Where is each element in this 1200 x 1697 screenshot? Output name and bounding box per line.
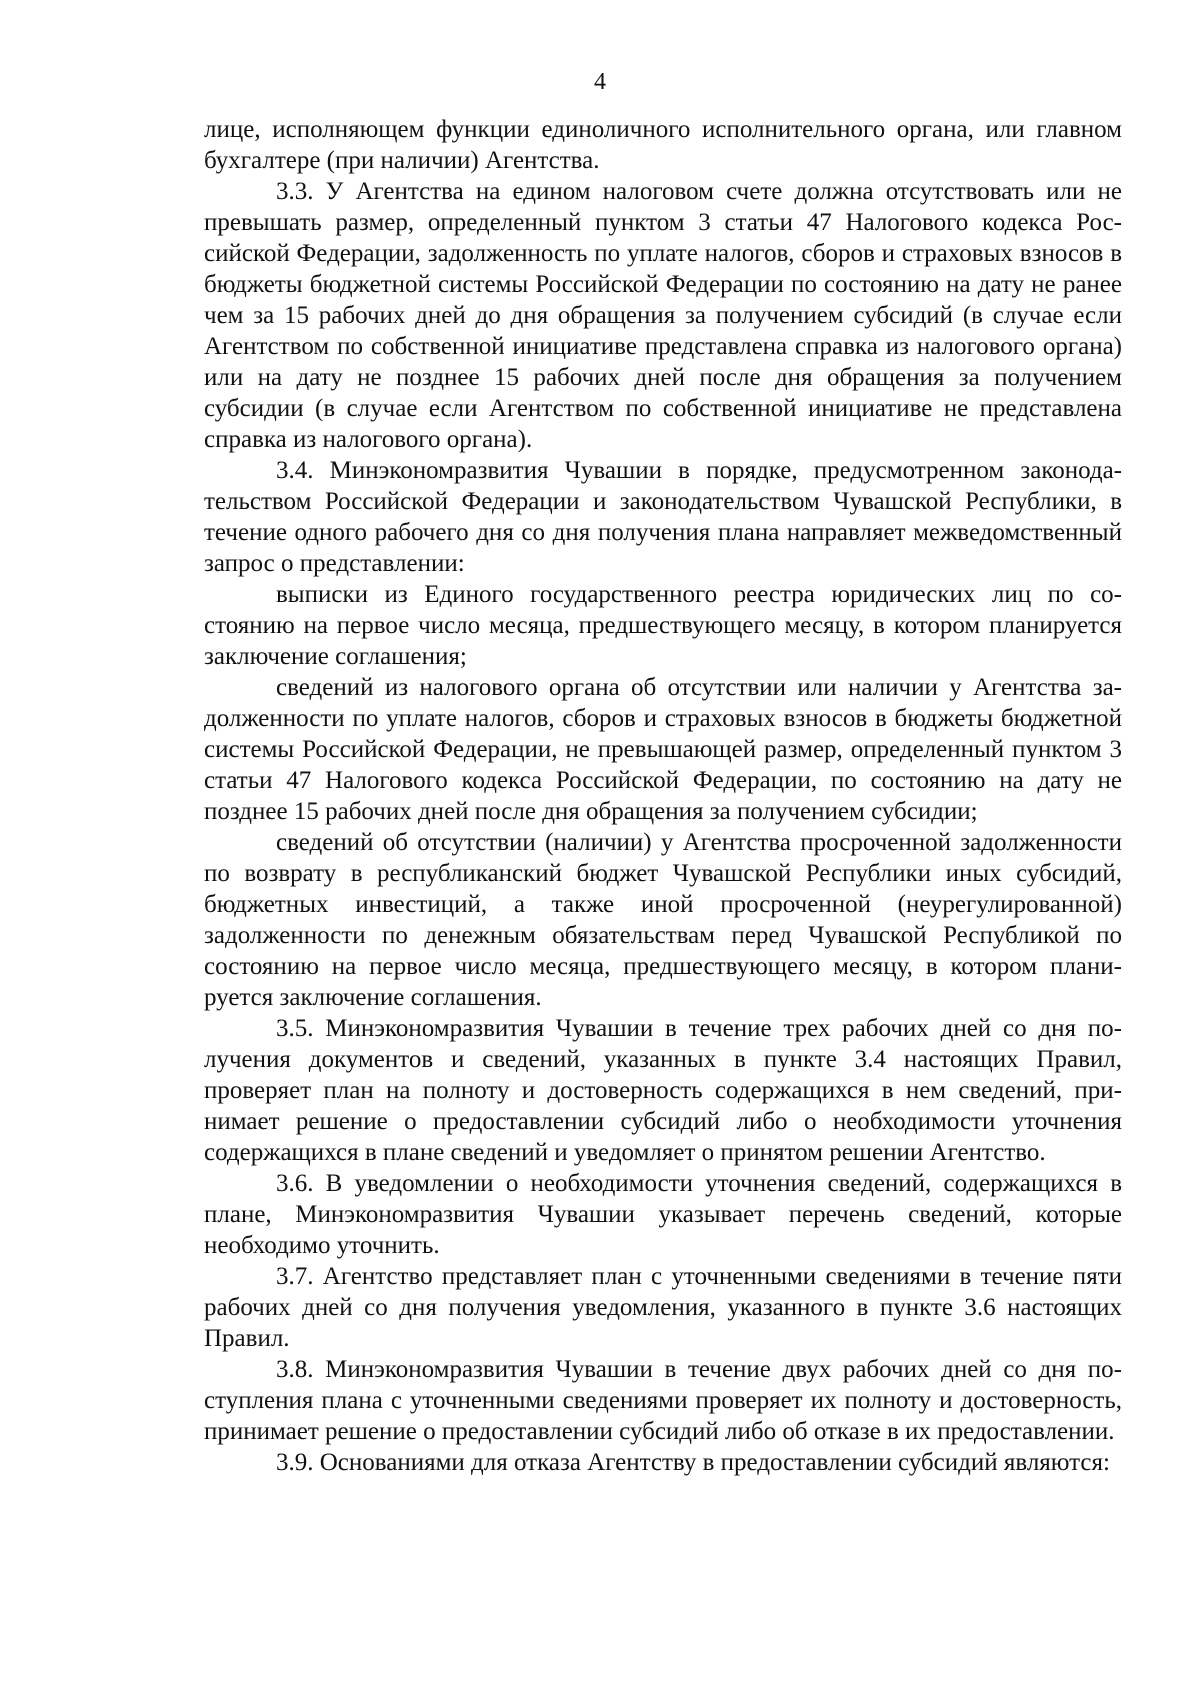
paragraph-3-4-item-tax-debt-info: сведений из налогового органа об отсутствии или наличии у Агентства задолженности по уплате налогов, сборов и страховых взносов в бюджеты бюджетной системы Российской Федерации, не превышающей размер, определенный пунктом 3 статьи 47 Налогового кодекса Российской Федерации, по состоянию на дату не позднее 15 рабочих дней после дня обращения за получением субсидии;	[204, 674, 1122, 825]
paragraph-3-6: 3.6. В уведомлении о необходимости уточнения сведений, содержащихся в плане, Минэкономразвития Чувашии указывает перечень сведений, которые необходимо уточнить.	[204, 1170, 1122, 1259]
paragraph-3-9: 3.9. Основаниями для отказа Агентству в предоставлении субсидий являются:	[276, 1449, 1110, 1476]
paragraph-3-8: 3.8. Минэкономразвития Чувашии в течение двух рабочих дней со дня поступления плана с уточненными сведениями проверяет их полноту и достоверность, принимает решение о предоставлении субсидий либо об отказе в их предоставлении.	[204, 1356, 1122, 1445]
page-number: 4	[594, 69, 606, 95]
document-body	[204, 114, 1122, 1478]
paragraph-3-4-item-overdue-debt-info: сведений об отсутствии (наличии) у Агентства просроченной задолженности по возврату в республиканский бюджет Чувашской Республики иных субсидий, бюджетных инвестиций, а также иной просроченной (неурегулированной) задолженности по денежным обязательствам перед Чувашской Республикой по состоянию на первое число месяца, предшествующего месяцу, в котором планируется заключение соглашения.	[204, 829, 1122, 1011]
paragraph-3-4-item-egrul-extract: выписки из Единого государственного реестра юридических лиц по состоянию на первое число месяца, предшествующего месяцу, в котором планируется заключение соглашения;	[204, 581, 1122, 670]
paragraph-3-3: 3.3. У Агентства на едином налоговом счете должна отсутствовать или не превышать размер, определенный пунктом 3 статьи 47 Налогового кодекса Российской Федерации, задолженность по уплате налогов, сборов и страховых взносов в бюджеты бюджетной системы Российской Федерации по состоянию на дату не ранее чем за 15 рабочих дней до дня обращения за получением субсидий (в случае если Агентством по собственной инициативе представлена справка из налогового органа) или на дату не позднее 15 рабочих дней после дня обращения за получением субсидии (в случае если Агентством по собственной инициативе не представлена справка из налогового органа).	[204, 178, 1122, 453]
paragraph-3-7: 3.7. Агентство представляет план с уточненными сведениями в течение пяти рабочих дней со дня получения уведомления, указанного в пункте 3.6 настоящих Правил.	[204, 1263, 1122, 1352]
paragraph-3-4: 3.4. Минэкономразвития Чувашии в порядке, предусмотренном законодательством Российской Федерации и законодательством Чувашской Республики, в течение одного рабочего дня со дня получения плана направляет межведомственный запрос о представлении:	[204, 457, 1122, 577]
paragraph-3-5: 3.5. Минэкономразвития Чувашии в течение трех рабочих дней со дня получения документов и сведений, указанных в пункте 3.4 настоящих Правил, проверяет план на полноту и достоверность содержащихся в нем сведений, принимает решение о предоставлении субсидий либо о необходимости уточнения содержащихся в плане сведений и уведомляет о принятом решении Агентство.	[204, 1015, 1122, 1166]
paragraph-continuation: лице, исполняющем функции единоличного исполнительного органа, или главном бухгалтере (при наличии) Агентства.	[204, 116, 1122, 174]
